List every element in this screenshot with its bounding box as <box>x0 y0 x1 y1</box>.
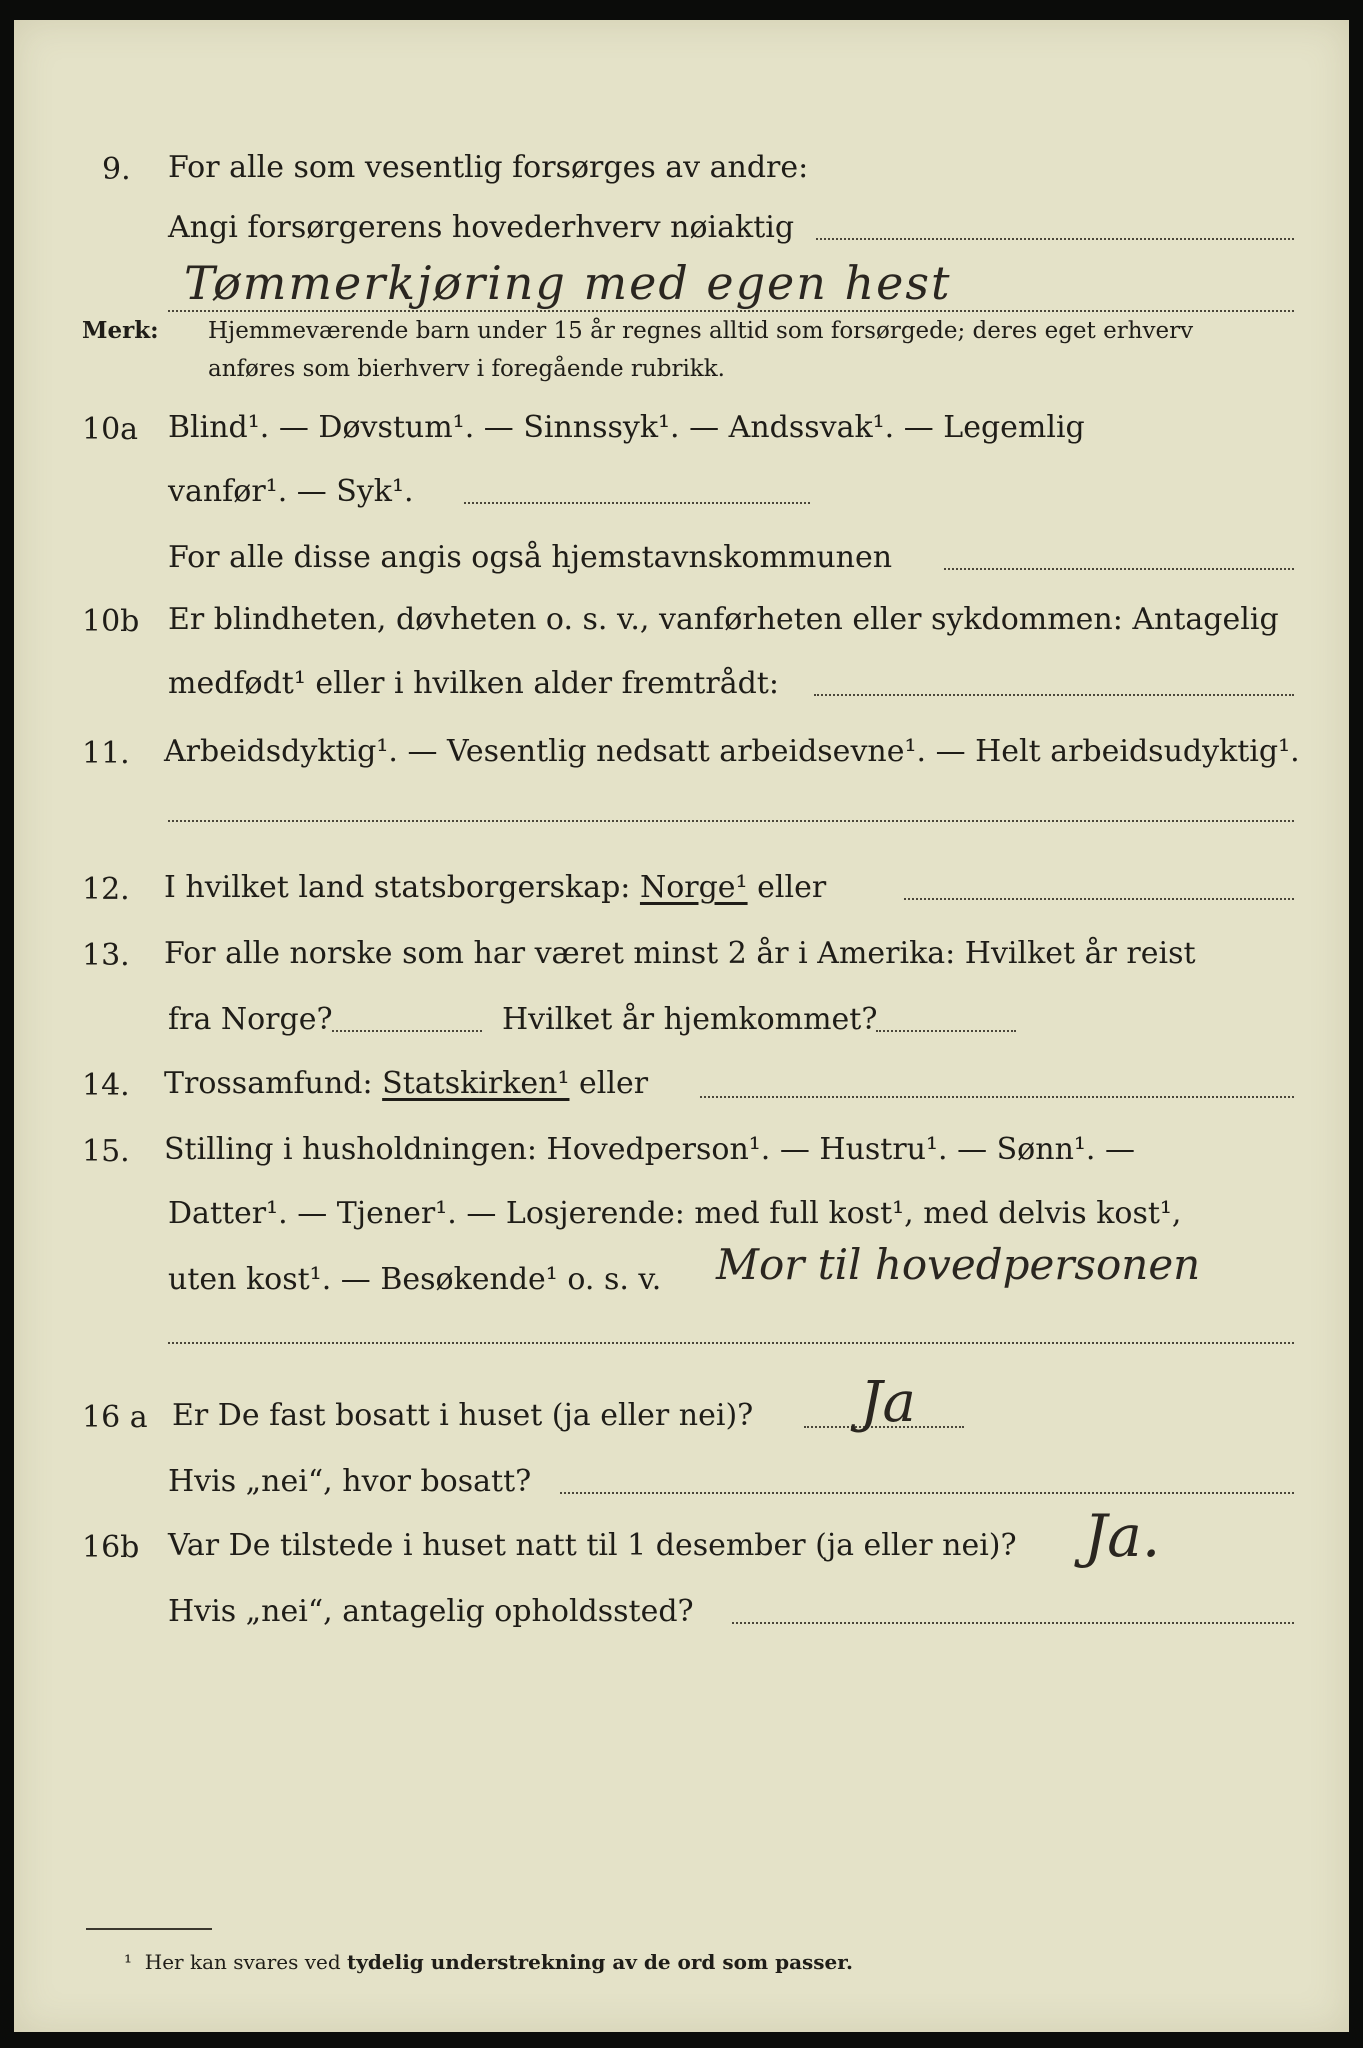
q12-eller: eller <box>757 870 827 905</box>
q13-hjemkommet-label: Hvilket år hjemkommet? <box>502 1002 878 1037</box>
q15-answer-line <box>168 1342 1294 1344</box>
q10b-line-2: medfødt¹ eller i hvilken alder fremtrådt: <box>168 666 779 701</box>
q12-number: 12. <box>82 872 130 907</box>
q13-number: 13. <box>82 938 130 973</box>
q13-hjemkommet-line <box>876 1030 1016 1032</box>
q16a-line-2: Hvis „nei“, hvor bosatt? <box>168 1464 532 1499</box>
q14-line <box>164 1066 648 1102</box>
q10b-answer-line <box>814 694 1294 696</box>
q12-answer-line <box>904 898 1294 900</box>
q10a-line-3: For alle disse angis også hjemstavnskommunen <box>168 540 893 575</box>
q16b-line-1: Var De tilstede i huset natt til 1 desember (ja eller nei)? <box>168 1528 1017 1563</box>
footnote <box>124 1950 853 1974</box>
q10a-kommune-line <box>944 568 1294 570</box>
q10b-line-1: Er blindheten, døvheten o. s. v., vanførheten eller sykdommen: Antagelig <box>168 602 1279 637</box>
q13-reist-label: fra Norge? <box>168 1002 333 1037</box>
footnote-bold-text: tydelig understrekning av de ord som passer. <box>347 1950 853 1974</box>
q16b-opholdssted-line <box>732 1622 1294 1624</box>
q13-reist-line <box>332 1030 482 1032</box>
q9-handwritten-answer: Tømmerkjøring med egen hest <box>184 256 952 310</box>
q14-eller: eller <box>579 1066 649 1101</box>
q12-line <box>164 870 826 906</box>
q9-answer-line-2 <box>168 310 1294 312</box>
q9-instruction: Angi forsørgerens hovederhverv nøiaktig <box>168 210 795 245</box>
q12-norge-underlined: Norge¹ <box>639 870 748 905</box>
q15-number: 15. <box>82 1134 130 1169</box>
q16a-bosatt-line <box>560 1492 1294 1494</box>
q14-question: Trossamfund: <box>164 1066 373 1101</box>
merk-label: Merk: <box>82 317 159 344</box>
q12-question: I hvilket land statsborgerskap: <box>164 870 631 905</box>
q10a-syk-line <box>464 502 810 504</box>
q11-line-1: Arbeidsdyktig¹. — Vesentlig nedsatt arbeidsevne¹. — Helt arbeidsudyktig¹. <box>164 734 1300 769</box>
q16a-handwritten-answer: Ja <box>860 1370 916 1435</box>
census-form-page <box>14 20 1349 2032</box>
footnote-mark: ¹ <box>124 1950 133 1974</box>
q15-handwritten-answer: Mor til hovedpersonen <box>716 1240 1201 1289</box>
merk-note-line-2: anføres som bierhverv i foregående rubrikk. <box>208 356 725 382</box>
q13-line-1: For alle norske som har været minst 2 år i Amerika: Hvilket år reist <box>164 936 1196 971</box>
q16a-line-1: Er De fast bosatt i huset (ja eller nei)? <box>172 1398 754 1433</box>
q14-answer-line <box>700 1096 1294 1098</box>
merk-note-line-1: Hjemmeværende barn under 15 år regnes alltid som forsørgede; deres eget erhverv <box>208 318 1194 344</box>
q14-statskirken-underlined: Statskirken¹ <box>382 1066 570 1101</box>
q16b-handwritten-answer: Ja. <box>1084 1502 1161 1570</box>
q16b-line-2: Hvis „nei“, antagelig opholdssted? <box>168 1594 694 1629</box>
q15-line-2: Datter¹. — Tjener¹. — Losjerende: med full kost¹, med delvis kost¹, <box>168 1196 1182 1231</box>
q10a-line-1: Blind¹. — Døvstum¹. — Sinnssyk¹. — Andssvak¹. — Legemlig <box>168 410 1085 445</box>
q16a-number: 16 a <box>82 1400 148 1435</box>
footnote-rule <box>86 1928 212 1930</box>
q15-line-1: Stilling i husholdningen: Hovedperson¹. — Hustru¹. — Sønn¹. — <box>164 1132 1135 1167</box>
q11-number: 11. <box>82 736 130 771</box>
q10a-line-2: vanfør¹. — Syk¹. <box>168 474 414 509</box>
footnote-text: Her kan svares ved <box>144 1950 341 1974</box>
q10a-number: 10a <box>82 412 139 447</box>
q9-number: 9. <box>102 152 131 187</box>
q16b-number: 16b <box>82 1530 140 1565</box>
q9-question: For alle som vesentlig forsørges av andre: <box>168 150 809 185</box>
q10b-number: 10b <box>82 604 140 639</box>
q9-answer-line-1 <box>816 238 1294 240</box>
q14-number: 14. <box>82 1068 130 1103</box>
q11-answer-line <box>168 820 1294 822</box>
q15-line-3: uten kost¹. — Besøkende¹ o. s. v. <box>168 1262 662 1297</box>
